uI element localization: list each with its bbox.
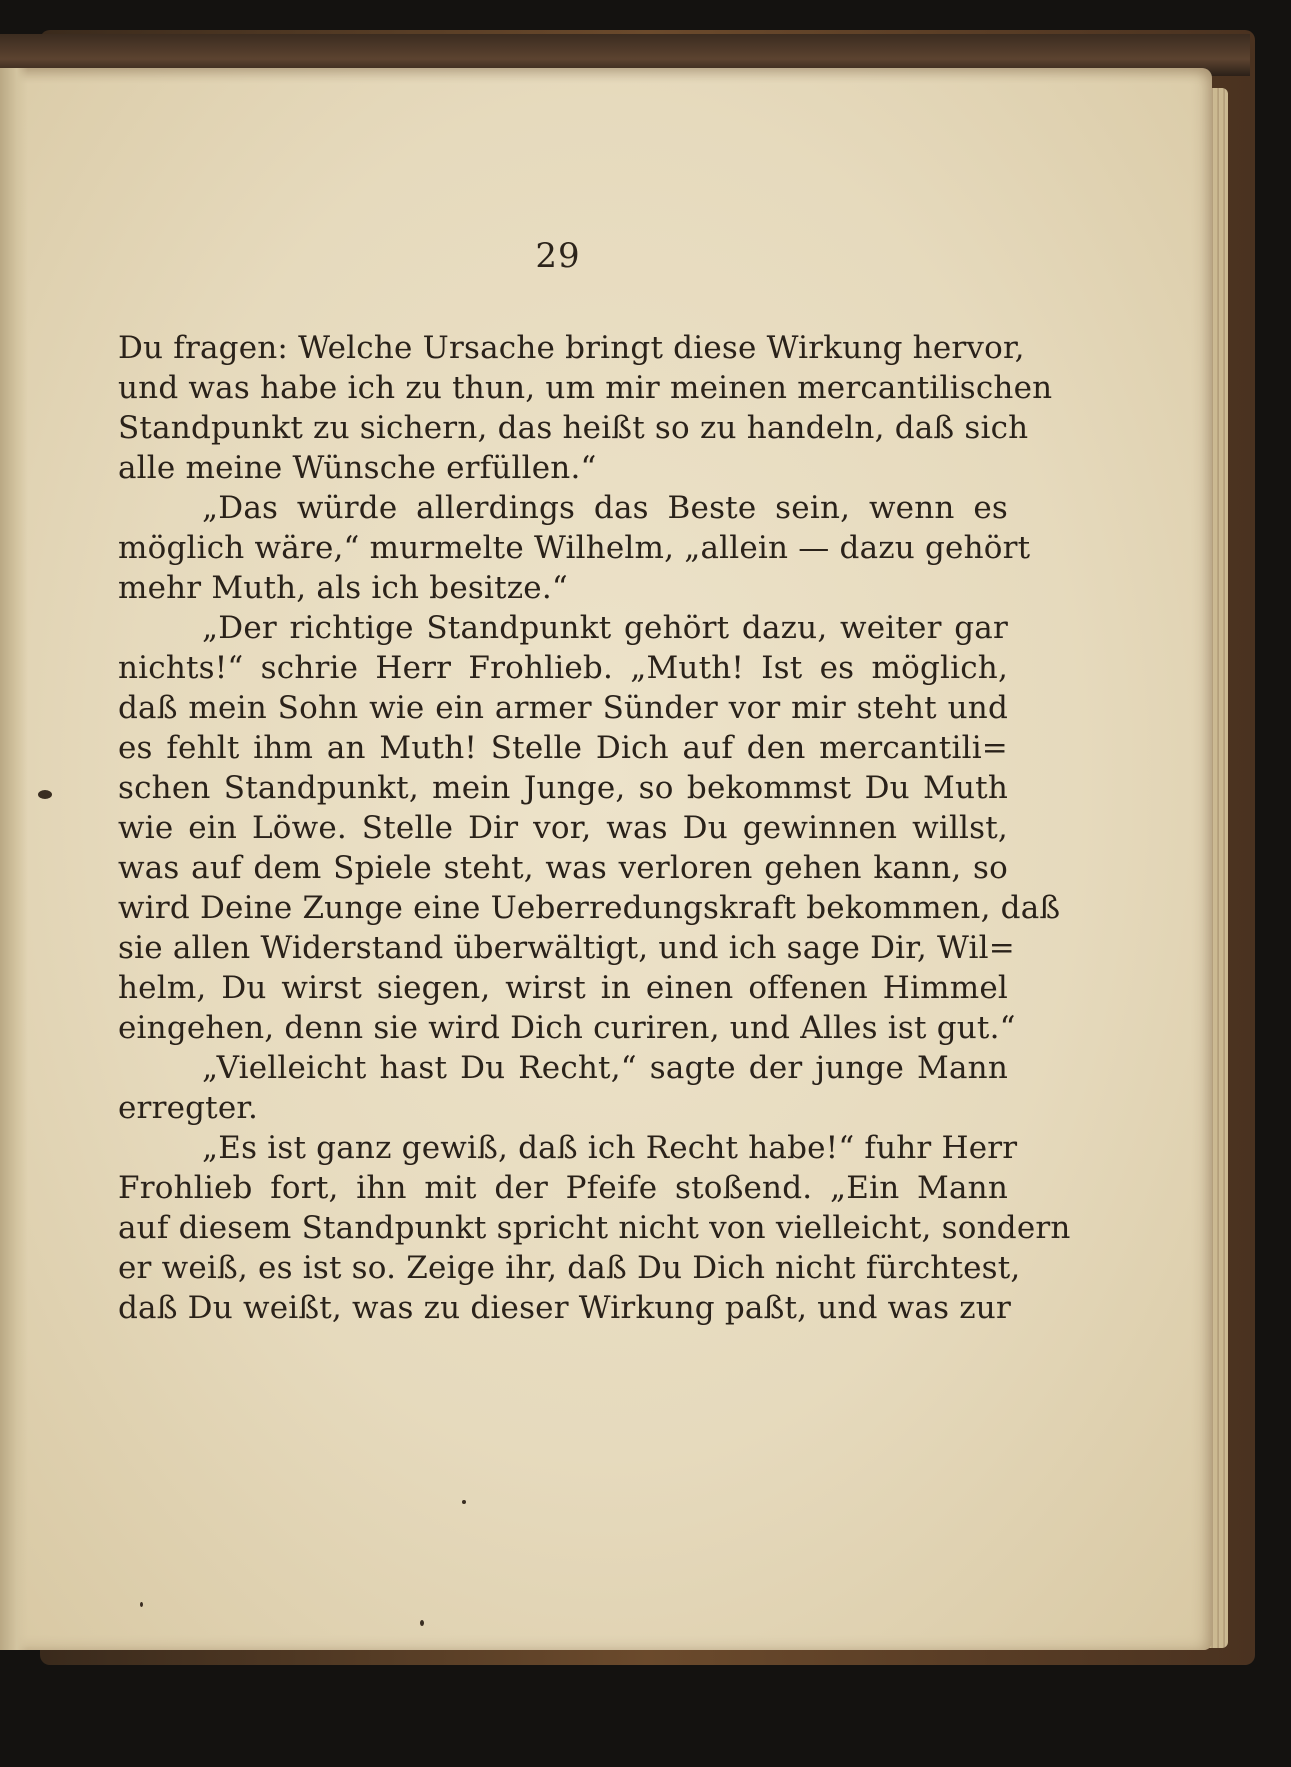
text-line: schen Standpunkt, mein Junge, so bekommst Du Muth xyxy=(118,770,1008,806)
paper-speck xyxy=(140,1602,143,1607)
text-line: Frohlieb fort, ihn mit der Pfeife stoßend. „Ein Mann xyxy=(118,1170,1008,1206)
text-line: Du fragen: Welche Ursache bringt diese Wirkung hervor, xyxy=(118,330,1025,366)
text-line: „Es ist ganz gewiß, daß ich Recht habe!“ fuhr Herr xyxy=(202,1130,1018,1166)
text-line: auf diesem Standpunkt spricht nicht von vielleicht, sondern xyxy=(118,1210,1071,1246)
text-line: was auf dem Spiele steht, was verloren gehen kann, so xyxy=(118,850,1008,886)
text-line: „Das würde allerdings das Beste sein, wenn es xyxy=(202,490,1008,526)
page-number: 29 xyxy=(535,236,581,276)
text-line: sie allen Widerstand überwältigt, und ich sage Dir, Wil= xyxy=(118,930,1015,966)
text-line: daß mein Sohn wie ein armer Sünder vor mir steht und xyxy=(118,690,1008,726)
text-line: helm, Du wirst siegen, wirst in einen offenen Himmel xyxy=(118,970,1008,1006)
text-line: daß Du weißt, was zu dieser Wirkung paßt, und was zur xyxy=(118,1290,1011,1326)
text-line: eingehen, denn sie wird Dich curiren, und Alles ist gut.“ xyxy=(118,1010,1016,1046)
paper-speck xyxy=(420,1620,424,1626)
text-line: es fehlt ihm an Muth! Stelle Dich auf den mercantili= xyxy=(118,730,1008,766)
text-line: wie ein Löwe. Stelle Dir vor, was Du gewinnen willst, xyxy=(118,810,1008,846)
text-line: alle meine Wünsche erfüllen.“ xyxy=(118,450,597,486)
body-text xyxy=(118,328,1071,1328)
text-line: wird Deine Zunge eine Ueberredungskraft bekommen, daß xyxy=(118,890,1061,926)
paper-speck xyxy=(38,790,52,799)
text-line: er weiß, es ist so. Zeige ihr, daß Du Dich nicht fürchtest, xyxy=(118,1250,1021,1286)
text-line: Standpunkt zu sichern, das heißt so zu handeln, daß sich xyxy=(118,410,1029,446)
text-line: „Der richtige Standpunkt gehört dazu, weiter gar xyxy=(202,610,1008,646)
text-line: und was habe ich zu thun, um mir meinen mercantilischen xyxy=(118,370,1053,406)
text-line: möglich wäre,“ murmelte Wilhelm, „allein — dazu gehört xyxy=(118,530,1031,566)
text-line: mehr Muth, als ich besitze.“ xyxy=(118,570,568,606)
text-line: „Vielleicht hast Du Recht,“ sagte der junge Mann xyxy=(202,1050,1008,1086)
text-line: nichts!“ schrie Herr Frohlieb. „Muth! Ist es möglich, xyxy=(118,650,1008,686)
binding-gutter xyxy=(0,68,28,1650)
text-line: erregter. xyxy=(118,1090,259,1126)
paper-speck xyxy=(462,1500,466,1504)
